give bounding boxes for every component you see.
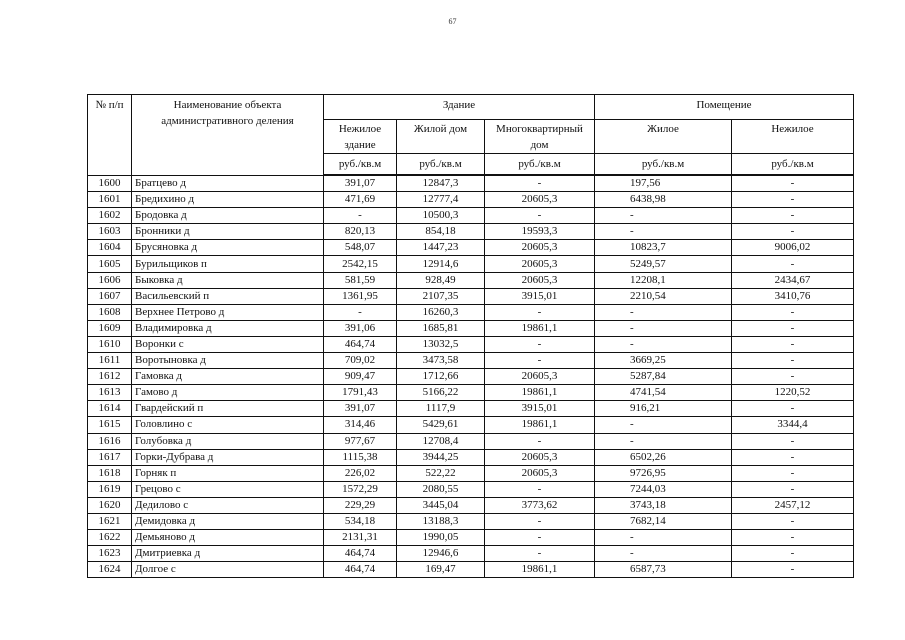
- residential-premises-cell: 3743,18: [595, 497, 732, 513]
- nonresidential-premises-cell: -: [732, 433, 854, 449]
- table-row: [88, 288, 854, 304]
- nonresidential-premises-cell: -: [732, 530, 854, 546]
- table-row: [88, 208, 854, 224]
- table-row: [88, 336, 854, 352]
- object-name-cell: Демидовка д: [132, 513, 324, 529]
- residential-premises-cell: 2210,54: [595, 288, 732, 304]
- header-premises-group: Помещение: [595, 95, 854, 120]
- table-row: [88, 497, 854, 513]
- nonresidential-premises-cell: -: [732, 224, 854, 240]
- nonresidential-building-cell: 2542,15: [324, 256, 397, 272]
- residential-premises-cell: 6438,98: [595, 192, 732, 208]
- nonresidential-building-cell: 534,18: [324, 513, 397, 529]
- table-row: [88, 513, 854, 529]
- residential-premises-cell: 7244,03: [595, 481, 732, 497]
- nonresidential-building-cell: 1361,95: [324, 288, 397, 304]
- nonresidential-building-cell: 1115,38: [324, 449, 397, 465]
- nonresidential-building-cell: -: [324, 304, 397, 320]
- header-residential-premises: Жилое: [595, 120, 732, 154]
- table-row: [88, 272, 854, 288]
- object-name-cell: Грецово с: [132, 481, 324, 497]
- residential-premises-cell: -: [595, 530, 732, 546]
- object-name-cell: Быковка д: [132, 272, 324, 288]
- object-name-cell: Воронки с: [132, 336, 324, 352]
- header-unit: руб./кв.м: [485, 154, 595, 176]
- table-row: [88, 369, 854, 385]
- residential-house-cell: 3944,25: [397, 449, 485, 465]
- nonresidential-premises-cell: -: [732, 304, 854, 320]
- table-row: [88, 224, 854, 240]
- nonresidential-premises-cell: 3344,4: [732, 417, 854, 433]
- table-row: [88, 304, 854, 320]
- residential-premises-cell: -: [595, 417, 732, 433]
- object-name-cell: Демьяново д: [132, 530, 324, 546]
- object-name-cell: Верхнее Петрово д: [132, 304, 324, 320]
- object-name-cell: Бродовка д: [132, 208, 324, 224]
- row-number-cell: 1620: [88, 497, 132, 513]
- nonresidential-premises-cell: -: [732, 208, 854, 224]
- residential-house-cell: 169,47: [397, 562, 485, 578]
- nonresidential-premises-cell: 2434,67: [732, 272, 854, 288]
- residential-premises-cell: 12208,1: [595, 272, 732, 288]
- nonresidential-building-cell: 464,74: [324, 562, 397, 578]
- nonresidential-premises-cell: 2457,12: [732, 497, 854, 513]
- row-number-cell: 1622: [88, 530, 132, 546]
- residential-premises-cell: 5249,57: [595, 256, 732, 272]
- header-name: Наименование объекта административного деления: [132, 95, 324, 176]
- object-name-cell: Бурильщиков п: [132, 256, 324, 272]
- row-number-cell: 1604: [88, 240, 132, 256]
- table-row: [88, 353, 854, 369]
- object-name-cell: Дмитриевка д: [132, 546, 324, 562]
- nonresidential-building-cell: -: [324, 208, 397, 224]
- row-number-cell: 1618: [88, 465, 132, 481]
- table-row: [88, 530, 854, 546]
- residential-premises-cell: 916,21: [595, 401, 732, 417]
- nonresidential-building-cell: 548,07: [324, 240, 397, 256]
- residential-premises-cell: -: [595, 224, 732, 240]
- header-building-group: Здание: [324, 95, 595, 120]
- header-unit: руб./кв.м: [595, 154, 732, 176]
- residential-house-cell: 1685,81: [397, 320, 485, 336]
- residential-premises-cell: 5287,84: [595, 369, 732, 385]
- header-unit: руб./кв.м: [397, 154, 485, 176]
- nonresidential-premises-cell: -: [732, 175, 854, 192]
- nonresidential-building-cell: 909,47: [324, 369, 397, 385]
- row-number-cell: 1615: [88, 417, 132, 433]
- residential-premises-cell: -: [595, 336, 732, 352]
- nonresidential-building-cell: 464,74: [324, 336, 397, 352]
- nonresidential-premises-cell: -: [732, 449, 854, 465]
- residential-house-cell: 3445,04: [397, 497, 485, 513]
- table-row: [88, 562, 854, 578]
- residential-house-cell: 12777,4: [397, 192, 485, 208]
- residential-premises-cell: 9726,95: [595, 465, 732, 481]
- nonresidential-building-cell: 229,29: [324, 497, 397, 513]
- nonresidential-premises-cell: -: [732, 369, 854, 385]
- residential-house-cell: 13188,3: [397, 513, 485, 529]
- residential-premises-cell: -: [595, 208, 732, 224]
- nonresidential-building-cell: 581,59: [324, 272, 397, 288]
- residential-house-cell: 12847,3: [397, 175, 485, 192]
- object-name-cell: Брусяновка д: [132, 240, 324, 256]
- object-name-cell: Головлино с: [132, 417, 324, 433]
- residential-house-cell: 5429,61: [397, 417, 485, 433]
- apartment-building-cell: 20605,3: [485, 272, 595, 288]
- residential-house-cell: 2107,35: [397, 288, 485, 304]
- object-name-cell: Горки-Дубрава д: [132, 449, 324, 465]
- apartment-building-cell: -: [485, 336, 595, 352]
- apartment-building-cell: 3915,01: [485, 401, 595, 417]
- nonresidential-building-cell: 2131,31: [324, 530, 397, 546]
- apartment-building-cell: 3915,01: [485, 288, 595, 304]
- apartment-building-cell: 19861,1: [485, 417, 595, 433]
- header-nonresidential-building: Нежилое здание: [324, 120, 397, 154]
- nonresidential-premises-cell: 9006,02: [732, 240, 854, 256]
- residential-house-cell: 522,22: [397, 465, 485, 481]
- object-name-cell: Бредихино д: [132, 192, 324, 208]
- residential-house-cell: 1712,66: [397, 369, 485, 385]
- nonresidential-building-cell: 391,06: [324, 320, 397, 336]
- nonresidential-premises-cell: -: [732, 481, 854, 497]
- object-name-cell: Гвардейский п: [132, 401, 324, 417]
- residential-house-cell: 16260,3: [397, 304, 485, 320]
- nonresidential-building-cell: 709,02: [324, 353, 397, 369]
- header-nonresidential-premises: Нежилое: [732, 120, 854, 154]
- header-apartment-building: Многоквартирный дом: [485, 120, 595, 154]
- table-row: [88, 449, 854, 465]
- table-row: [88, 240, 854, 256]
- apartment-building-cell: -: [485, 353, 595, 369]
- residential-premises-cell: -: [595, 433, 732, 449]
- row-number-cell: 1624: [88, 562, 132, 578]
- apartment-building-cell: 19861,1: [485, 562, 595, 578]
- object-name-cell: Воротыновка д: [132, 353, 324, 369]
- nonresidential-premises-cell: -: [732, 465, 854, 481]
- row-number-cell: 1617: [88, 449, 132, 465]
- page-number: 67: [448, 17, 457, 26]
- nonresidential-building-cell: 226,02: [324, 465, 397, 481]
- residential-house-cell: 5166,22: [397, 385, 485, 401]
- nonresidential-building-cell: 391,07: [324, 401, 397, 417]
- nonresidential-building-cell: 314,46: [324, 417, 397, 433]
- row-number-cell: 1614: [88, 401, 132, 417]
- residential-premises-cell: 6587,73: [595, 562, 732, 578]
- residential-house-cell: 2080,55: [397, 481, 485, 497]
- residential-premises-cell: -: [595, 304, 732, 320]
- table-row: [88, 320, 854, 336]
- nonresidential-building-cell: 464,74: [324, 546, 397, 562]
- residential-house-cell: 12914,6: [397, 256, 485, 272]
- residential-house-cell: 1447,23: [397, 240, 485, 256]
- residential-house-cell: 854,18: [397, 224, 485, 240]
- apartment-building-cell: -: [485, 433, 595, 449]
- table-row: [88, 546, 854, 562]
- row-number-cell: 1609: [88, 320, 132, 336]
- object-name-cell: Бронники д: [132, 224, 324, 240]
- apartment-building-cell: 20605,3: [485, 465, 595, 481]
- apartment-building-cell: -: [485, 208, 595, 224]
- object-name-cell: Гамовка д: [132, 369, 324, 385]
- residential-premises-cell: 6502,26: [595, 449, 732, 465]
- apartment-building-cell: -: [485, 546, 595, 562]
- table-row: [88, 175, 854, 192]
- cost-table: [87, 94, 854, 578]
- object-name-cell: Братцево д: [132, 175, 324, 192]
- nonresidential-premises-cell: -: [732, 546, 854, 562]
- row-number-cell: 1606: [88, 272, 132, 288]
- apartment-building-cell: 20605,3: [485, 240, 595, 256]
- header-number: № п/п: [88, 95, 132, 176]
- residential-house-cell: 10500,3: [397, 208, 485, 224]
- nonresidential-building-cell: 391,07: [324, 175, 397, 192]
- row-number-cell: 1611: [88, 353, 132, 369]
- row-number-cell: 1601: [88, 192, 132, 208]
- apartment-building-cell: 20605,3: [485, 192, 595, 208]
- residential-house-cell: 12708,4: [397, 433, 485, 449]
- nonresidential-building-cell: 1791,43: [324, 385, 397, 401]
- apartment-building-cell: -: [485, 304, 595, 320]
- nonresidential-building-cell: 471,69: [324, 192, 397, 208]
- apartment-building-cell: 20605,3: [485, 369, 595, 385]
- nonresidential-premises-cell: -: [732, 336, 854, 352]
- table-row: [88, 417, 854, 433]
- table-row: [88, 256, 854, 272]
- nonresidential-building-cell: 977,67: [324, 433, 397, 449]
- table-row: [88, 192, 854, 208]
- residential-premises-cell: 4741,54: [595, 385, 732, 401]
- nonresidential-premises-cell: -: [732, 320, 854, 336]
- table-row: [88, 481, 854, 497]
- row-number-cell: 1612: [88, 369, 132, 385]
- row-number-cell: 1619: [88, 481, 132, 497]
- row-number-cell: 1605: [88, 256, 132, 272]
- nonresidential-premises-cell: -: [732, 562, 854, 578]
- row-number-cell: 1613: [88, 385, 132, 401]
- apartment-building-cell: 19861,1: [485, 385, 595, 401]
- residential-house-cell: 12946,6: [397, 546, 485, 562]
- object-name-cell: Долгое с: [132, 562, 324, 578]
- apartment-building-cell: -: [485, 530, 595, 546]
- header-unit: руб./кв.м: [324, 154, 397, 176]
- nonresidential-building-cell: 1572,29: [324, 481, 397, 497]
- residential-premises-cell: 3669,25: [595, 353, 732, 369]
- residential-house-cell: 3473,58: [397, 353, 485, 369]
- residential-house-cell: 1117,9: [397, 401, 485, 417]
- residential-premises-cell: 7682,14: [595, 513, 732, 529]
- nonresidential-building-cell: 820,13: [324, 224, 397, 240]
- header-residential-house: Жилой дом: [397, 120, 485, 154]
- table-body: [88, 175, 854, 578]
- object-name-cell: Дедилово с: [132, 497, 324, 513]
- row-number-cell: 1621: [88, 513, 132, 529]
- apartment-building-cell: -: [485, 481, 595, 497]
- row-number-cell: 1607: [88, 288, 132, 304]
- nonresidential-premises-cell: -: [732, 256, 854, 272]
- apartment-building-cell: 20605,3: [485, 256, 595, 272]
- table-row: [88, 433, 854, 449]
- residential-premises-cell: 10823,7: [595, 240, 732, 256]
- row-number-cell: 1603: [88, 224, 132, 240]
- nonresidential-premises-cell: -: [732, 513, 854, 529]
- residential-house-cell: 13032,5: [397, 336, 485, 352]
- table-row: [88, 401, 854, 417]
- residential-house-cell: 928,49: [397, 272, 485, 288]
- residential-premises-cell: -: [595, 546, 732, 562]
- row-number-cell: 1616: [88, 433, 132, 449]
- residential-premises-cell: 197,56: [595, 175, 732, 192]
- nonresidential-premises-cell: -: [732, 353, 854, 369]
- nonresidential-premises-cell: -: [732, 401, 854, 417]
- row-number-cell: 1600: [88, 175, 132, 192]
- row-number-cell: 1602: [88, 208, 132, 224]
- object-name-cell: Владимировка д: [132, 320, 324, 336]
- row-number-cell: 1608: [88, 304, 132, 320]
- table-row: [88, 385, 854, 401]
- header-unit: руб./кв.м: [732, 154, 854, 176]
- row-number-cell: 1610: [88, 336, 132, 352]
- residential-house-cell: 1990,05: [397, 530, 485, 546]
- nonresidential-premises-cell: -: [732, 192, 854, 208]
- object-name-cell: Горняк п: [132, 465, 324, 481]
- residential-premises-cell: -: [595, 320, 732, 336]
- object-name-cell: Голубовка д: [132, 433, 324, 449]
- object-name-cell: Гамово д: [132, 385, 324, 401]
- apartment-building-cell: 19593,3: [485, 224, 595, 240]
- apartment-building-cell: 20605,3: [485, 449, 595, 465]
- apartment-building-cell: 19861,1: [485, 320, 595, 336]
- apartment-building-cell: -: [485, 175, 595, 192]
- apartment-building-cell: -: [485, 513, 595, 529]
- row-number-cell: 1623: [88, 546, 132, 562]
- object-name-cell: Васильевский п: [132, 288, 324, 304]
- apartment-building-cell: 3773,62: [485, 497, 595, 513]
- table-row: [88, 465, 854, 481]
- nonresidential-premises-cell: 1220,52: [732, 385, 854, 401]
- nonresidential-premises-cell: 3410,76: [732, 288, 854, 304]
